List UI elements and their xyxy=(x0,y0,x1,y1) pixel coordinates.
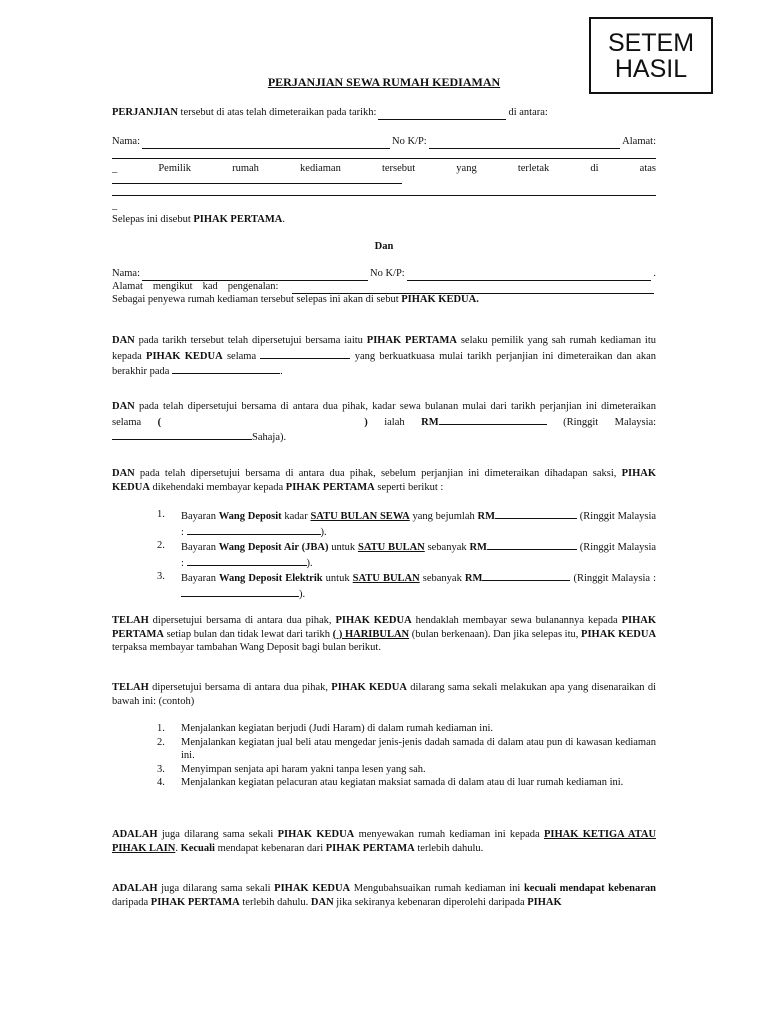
sublet-text-3: mendapat kebenaran dari xyxy=(217,842,324,854)
item-rm: RM xyxy=(469,542,487,554)
item-text: Menyimpan senjata api haram yakni tanpa lesen yang sah. xyxy=(181,763,426,775)
item-words-blank[interactable] xyxy=(187,524,321,535)
item-number: 3. xyxy=(157,763,165,775)
owner-word: yang xyxy=(456,163,477,174)
item-ringgit: (Ringgit xyxy=(579,511,615,522)
owner-word: rumah xyxy=(232,163,259,174)
list-item xyxy=(112,763,656,777)
item-type: Wang Deposit xyxy=(218,511,282,522)
party1-dash: _ xyxy=(112,163,118,174)
item-rm: RM xyxy=(477,511,496,522)
item-malaysia: Malaysia : xyxy=(181,542,657,569)
deposit-pihak-kedua: PIHAK KEDUA xyxy=(112,468,657,493)
term-text-4: yang berkuatkuasa mulai tarikh perjanjian ini dimeteraikan dan akan berakhir pada xyxy=(112,350,657,378)
prohibit-text-1: dipersetujui bersama di antara dua pihak, xyxy=(152,682,328,693)
monthly-pihak-pertama: PIHAK PERTAMA xyxy=(112,615,657,640)
rent-dan: DAN xyxy=(112,401,135,412)
party2-kp-label: No K/P: xyxy=(370,268,405,279)
rent-ringgit: (Ringgit Malaysia: xyxy=(563,416,657,428)
monthly-text-2: hendaklah membayar sewa bulanannya kepada xyxy=(415,615,618,626)
party1-address-blank[interactable] xyxy=(112,149,656,159)
sublet-paragraph xyxy=(112,828,656,855)
term-text-1: pada tarikh tersebut telah dipersetujui bersama iaitu xyxy=(138,335,363,346)
item-number: 1. xyxy=(157,723,165,734)
term-end-date-blank[interactable] xyxy=(172,363,280,374)
monthly-text-1: dipersetujui bersama di antara dua pihak, xyxy=(152,615,332,626)
party2-nama-label: Nama: xyxy=(112,268,140,279)
item-bayaran: Bayaran xyxy=(181,511,216,522)
item-number: 3. xyxy=(157,571,165,583)
sublet-kecuali: Kecuali xyxy=(180,842,215,854)
item-kadar: untuk xyxy=(325,573,350,585)
alamat-word: Alamat xyxy=(112,281,143,292)
term-text-3: selama xyxy=(226,350,257,362)
sublet-pihak-pertama: PIHAK PERTAMA xyxy=(325,842,415,854)
party2-sebagai: Sebagai penyewa rumah kediaman tersebut selepas ini akan di sebut xyxy=(112,294,399,305)
item-amount-blank[interactable] xyxy=(495,508,577,519)
modify-kecuali: kecuali mendapat kebenaran xyxy=(523,883,657,894)
party1-selepas: Selepas ini disebut xyxy=(112,214,191,225)
party1-end: . xyxy=(282,214,285,225)
item-mid: sebanyak xyxy=(422,573,462,585)
opening-lead: PERJANJIAN xyxy=(112,107,178,118)
list-item xyxy=(112,539,656,570)
item-period: SATU BULAN xyxy=(352,573,420,585)
modify-text-2: Mengubahsuaikan rumah kediaman ini xyxy=(353,883,521,894)
stamp-line-1: SETEM xyxy=(607,28,695,57)
prohibit-text-2: dilarang sama sekali melakukan apa yang disenaraikan di bawah ini: (contoh) xyxy=(112,682,657,707)
list-item xyxy=(112,570,656,601)
item-amount-blank[interactable] xyxy=(482,570,570,581)
party1-after-dash: _ xyxy=(112,200,118,211)
prohibition-paragraph xyxy=(112,681,656,708)
item-rm: RM xyxy=(464,573,483,585)
deposit-text-3: seperti berikut : xyxy=(377,481,444,493)
modify-text-1: juga dilarang sama sekali xyxy=(161,883,271,894)
item-end: ). xyxy=(306,557,313,569)
rent-words-blank[interactable] xyxy=(112,429,252,440)
opening-end: di antara: xyxy=(508,107,548,118)
modify-adalah: ADALAH xyxy=(112,883,158,894)
rent-text-1: pada telah dipersetujui bersama di antara dua pihak, kadar sewa bulanan mulai dari tarikh perjanjian ini dimeteraikan selama xyxy=(112,401,656,428)
term-paragraph xyxy=(112,334,656,379)
owner-word: Pemilik xyxy=(158,163,192,174)
item-ringgit: (Ringgit xyxy=(579,542,615,554)
party2-pihak: PIHAK KEDUA. xyxy=(401,294,479,305)
item-bayaran: Bayaran xyxy=(181,573,216,585)
term-pihak-kedua: PIHAK KEDUA xyxy=(146,350,223,362)
monthly-payment-paragraph xyxy=(112,614,656,655)
rent-close-paren: ) xyxy=(364,416,368,428)
item-number: 2. xyxy=(157,736,165,748)
item-number: 1. xyxy=(157,509,165,520)
monthly-haribulan: ( ) HARIBULAN xyxy=(332,628,410,640)
item-malaysia: Malaysia : xyxy=(181,511,657,538)
dan-separator: Dan xyxy=(374,241,394,252)
party2-end: . xyxy=(653,268,656,279)
item-type: Wang Deposit Elektrik xyxy=(219,573,323,585)
item-end: ). xyxy=(320,526,327,538)
item-amount-blank[interactable] xyxy=(487,539,577,550)
party2-sebagai-line xyxy=(112,293,656,307)
item-number: 2. xyxy=(157,540,165,552)
item-period: SATU BULAN SEWA xyxy=(310,511,410,522)
sublet-text-2: menyewakan rumah kediaman ini kepada xyxy=(358,829,540,840)
alamat-word: mengikut xyxy=(152,281,193,292)
item-kadar: untuk xyxy=(331,542,356,554)
modify-dan: DAN xyxy=(310,896,334,908)
modification-paragraph xyxy=(112,882,656,909)
modify-text-4: terlebih dahulu. xyxy=(242,896,309,908)
monthly-text-4: (bulan berkenaan). Dan jika selepas itu, xyxy=(411,628,579,640)
document-title: PERJANJIAN SEWA RUMAH KEDIAMAN xyxy=(267,75,501,89)
stamp-line-2: HASIL xyxy=(614,54,688,83)
prohibition-list xyxy=(112,722,656,790)
party1-alamat-label: Alamat: xyxy=(622,136,656,147)
item-number: 4. xyxy=(157,777,165,789)
sublet-dot: . xyxy=(175,842,178,854)
item-period: SATU BULAN xyxy=(357,542,425,554)
rent-amount-blank[interactable] xyxy=(439,414,547,425)
alamat-word: kad xyxy=(202,281,218,292)
monthly-pihak-kedua: PIHAK KEDUA xyxy=(335,615,412,626)
item-text: Menjalankan kegiatan berjudi (Judi Haram) di dalam rumah kediaman ini. xyxy=(181,723,493,734)
monthly-pihak-kedua-2: PIHAK KEDUA xyxy=(581,628,657,640)
deposit-text-2: dikehendaki membayar kepada xyxy=(152,481,284,493)
party1-kp-label: No K/P: xyxy=(392,136,427,147)
sublet-adalah: ADALAH xyxy=(112,829,158,840)
item-mid: yang bejumlah xyxy=(412,511,475,522)
sublet-pihak-kedua: PIHAK KEDUA xyxy=(277,829,355,840)
alamat-word: pengenalan: xyxy=(227,281,279,292)
item-kadar: kadar xyxy=(284,511,308,522)
sublet-pihak-ketiga: PIHAK KETIGA ATAU PIHAK LAIN xyxy=(112,829,657,854)
modify-pihak-pertama: PIHAK PERTAMA xyxy=(150,896,240,908)
item-ringgit: (Ringgit xyxy=(573,573,609,585)
prohibit-pihak-kedua: PIHAK KEDUA xyxy=(331,682,407,693)
item-words-blank[interactable] xyxy=(187,555,307,566)
party1-identity-line xyxy=(112,135,656,149)
list-item xyxy=(112,736,656,763)
party1-pihak: PIHAK PERTAMA xyxy=(193,214,283,225)
deposit-text-1: pada telah dipersetujui bersama di antara dua pihak, sebelum perjanjian ini dimeteraikan dihadapan saksi, xyxy=(139,468,617,479)
sublet-text-4: terlebih dahulu. xyxy=(417,842,484,854)
monthly-telah: TELAH xyxy=(112,615,149,626)
owner-word: di xyxy=(590,163,599,174)
deposit-paragraph xyxy=(112,467,656,494)
owner-word: kediaman xyxy=(300,163,341,174)
term-duration-blank[interactable] xyxy=(260,348,350,359)
rent-sahaja: Sahaja). xyxy=(252,432,287,444)
monthly-text-3: setiap bulan dan tidak lewat dari tarikh xyxy=(166,628,331,640)
monthly-text-5: terpaksa membayar tambahan Wang Deposit bagi bulan berikut. xyxy=(112,642,381,654)
term-pihak-pertama: PIHAK PERTAMA xyxy=(366,335,457,346)
deposit-list xyxy=(112,508,656,602)
term-dan: DAN xyxy=(112,335,135,346)
property-address-blank-2[interactable] xyxy=(112,186,656,196)
opening-text: tersebut di atas telah dimeteraikan pada tarikh: xyxy=(180,107,377,118)
party1-name-blank[interactable] xyxy=(142,138,390,149)
opening-line xyxy=(112,106,656,120)
rent-paragraph xyxy=(112,400,656,445)
party2-name-blank[interactable] xyxy=(142,270,368,281)
rent-open-paren: ( xyxy=(157,416,162,428)
prohibit-telah: TELAH xyxy=(112,682,149,693)
party1-kp-blank[interactable] xyxy=(429,138,620,149)
item-bayaran: Bayaran xyxy=(181,542,216,554)
party1-nama-label: Nama: xyxy=(112,136,140,147)
party1-selepas-line xyxy=(112,213,656,227)
list-item xyxy=(112,722,656,736)
modify-text-5: jika sekiranya kebenaran diperolehi daripada xyxy=(336,896,525,908)
list-item xyxy=(112,508,656,539)
modify-pihak-2: PIHAK xyxy=(527,896,562,908)
item-text: Menjalankan kegiatan pelacuran atau kegiatan maksiat samada di dalam atau di luar rumah kediaman ini. xyxy=(181,777,624,789)
item-mid: sebanyak xyxy=(427,542,467,554)
rent-rm: RM xyxy=(421,416,439,428)
term-text-2: selaku pemilik yang sah rumah kediaman itu kepada xyxy=(112,335,657,362)
deposit-dan: DAN xyxy=(112,468,135,479)
rent-ialah: ialah xyxy=(384,416,405,428)
item-type: Wang Deposit Air (JBA) xyxy=(218,542,329,554)
sublet-text-1: juga dilarang sama sekali xyxy=(161,829,274,840)
owner-word: atas xyxy=(639,163,656,174)
party2-identity-line xyxy=(112,267,656,281)
list-item xyxy=(112,776,656,790)
item-end: ). xyxy=(299,588,306,600)
owner-word: tersebut xyxy=(381,163,416,174)
party2-address-line xyxy=(112,280,656,294)
modify-pihak-kedua: PIHAK KEDUA xyxy=(274,883,351,894)
party2-address-blank[interactable] xyxy=(292,283,654,294)
modify-text-3: daripada xyxy=(112,896,149,908)
party2-kp-blank[interactable] xyxy=(407,270,652,281)
term-end: . xyxy=(280,366,283,378)
owner-word: terletak xyxy=(517,163,550,174)
deposit-pihak-pertama: PIHAK PERTAMA xyxy=(285,481,375,493)
date-blank[interactable] xyxy=(378,109,506,120)
item-text: Menjalankan kegiatan jual beli atau mengedar jenis-jenis dadah samada di dalam atau pun di kawasan kediaman ini. xyxy=(181,736,656,762)
item-words-blank[interactable] xyxy=(181,586,299,597)
item-malaysia: Malaysia : xyxy=(611,573,657,585)
